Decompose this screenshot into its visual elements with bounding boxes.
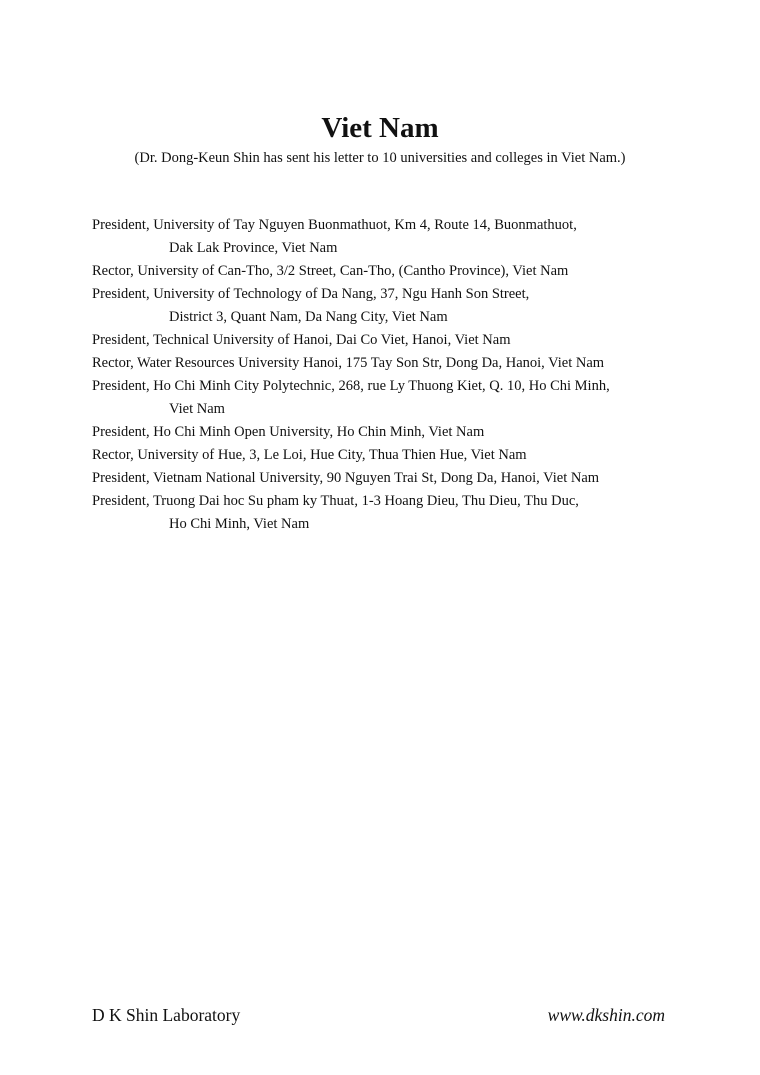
address-entry <box>92 329 712 352</box>
address-entry <box>92 490 712 536</box>
address-line: President, Ho Chi Minh City Polytechnic, 268, rue Ly Thuong Kiet, Q. 10, Ho Chi Minh, <box>92 378 610 394</box>
address-continuation: District 3, Quant Nam, Da Nang City, Viet Nam <box>169 309 448 325</box>
address-continuation: Ho Chi Minh, Viet Nam <box>169 516 310 532</box>
address-entry <box>92 421 712 444</box>
address-entry <box>92 283 712 329</box>
address-continuation: Viet Nam <box>169 401 225 417</box>
address-line: President, University of Technology of Da Nang, 37, Ngu Hanh Son Street, <box>92 286 530 302</box>
address-entry <box>92 352 712 375</box>
address-entry <box>92 467 712 490</box>
address-line: President, Technical University of Hanoi, Dai Co Viet, Hanoi, Viet Nam <box>92 332 511 348</box>
address-line: Rector, University of Can-Tho, 3/2 Street, Can-Tho, (Cantho Province), Viet Nam <box>92 263 569 279</box>
footer-lab-name: D K Shin Laboratory <box>92 1005 241 1025</box>
address-line: Rector, University of Hue, 3, Le Loi, Hue City, Thua Thien Hue, Viet Nam <box>92 447 527 463</box>
address-entry <box>92 444 712 467</box>
address-line: President, Vietnam National University, 90 Nguyen Trai St, Dong Da, Hanoi, Viet Nam <box>92 470 600 486</box>
address-entry <box>92 375 712 421</box>
address-line: President, University of Tay Nguyen Buonmathuot, Km 4, Route 14, Buonmathuot, <box>92 217 577 233</box>
address-list <box>92 214 712 536</box>
page-subtitle: (Dr. Dong-Keun Shin has sent his letter to 10 universities and colleges in Viet Nam.) <box>134 150 626 166</box>
address-line: President, Truong Dai hoc Su pham ky Thuat, 1-3 Hoang Dieu, Thu Dieu, Thu Duc, <box>92 493 579 509</box>
page-title: Viet Nam <box>321 112 439 144</box>
address-line: President, Ho Chi Minh Open University, Ho Chin Minh, Viet Nam <box>92 424 485 440</box>
address-continuation: Dak Lak Province, Viet Nam <box>169 240 338 256</box>
footer-website: www.dkshin.com <box>547 1005 665 1025</box>
address-line: Rector, Water Resources University Hanoi, 175 Tay Son Str, Dong Da, Hanoi, Viet Nam <box>92 355 605 371</box>
address-entry <box>92 214 712 260</box>
address-entry <box>92 260 712 283</box>
